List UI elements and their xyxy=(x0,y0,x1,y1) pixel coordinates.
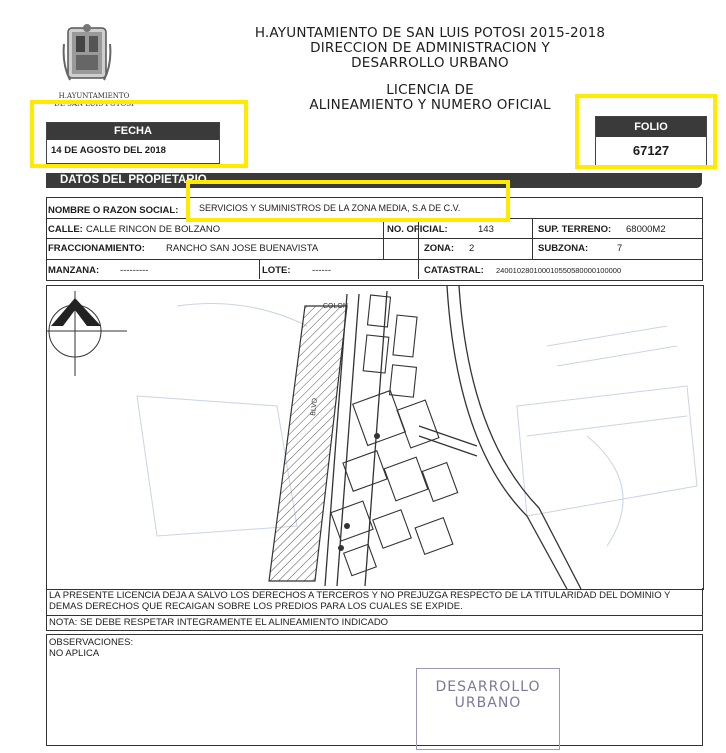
observaciones-value: NO APLICA xyxy=(49,648,100,659)
nombre-highlight xyxy=(186,180,510,222)
subzona-label: SUBZONA: xyxy=(538,243,589,254)
no-oficial-label: NO. OFICIAL: xyxy=(387,224,448,235)
lote-value: ------ xyxy=(312,265,331,276)
header-line2: DIRECCION DE ADMINISTRACION Y xyxy=(310,40,550,56)
fecha-value: 14 DE AGOSTO DEL 2018 xyxy=(51,145,166,156)
street-label-blvd: BLVD xyxy=(310,397,319,417)
fecha-highlight xyxy=(30,100,248,168)
catastral-value: 240010280100010550580000100000 xyxy=(496,266,622,275)
document-title-line1: LICENCIA DE xyxy=(386,82,474,98)
header-line1: H.AYUNTAMIENTO DE SAN LUIS POTOSI 2015-2018 xyxy=(254,25,606,41)
folio-label: FOLIO xyxy=(596,117,706,137)
nombre-label: NOMBRE O RAZON SOCIAL: xyxy=(48,205,179,216)
header-line3: DESARROLLO URBANO xyxy=(351,55,509,71)
location-map xyxy=(46,285,704,590)
zona-label: ZONA: xyxy=(424,243,455,254)
catastral-label: CATASTRAL: xyxy=(424,265,484,276)
fecha-label: FECHA xyxy=(47,123,219,140)
header-institution xyxy=(220,26,640,71)
logo-caption-line1: H.AYUNTAMIENTO xyxy=(58,92,130,100)
stamp-line1: DESARROLLO xyxy=(435,679,541,695)
fraccionamiento-value: RANCHO SAN JOSE BUENAVISTA xyxy=(166,243,319,254)
zona-value: 2 xyxy=(469,243,475,254)
desarrollo-urbano-stamp xyxy=(416,668,560,750)
logo-caption-line2: DE SAN LUIS POTOSI xyxy=(54,100,134,108)
no-oficial-value: 143 xyxy=(478,224,494,235)
street-label-colon: COLON xyxy=(323,303,348,310)
nombre-value: SERVICIOS Y SUMINISTROS DE LA ZONA MEDIA, S.A DE C.V. xyxy=(199,203,461,213)
observaciones-label: OBSERVACIONES: xyxy=(49,637,134,648)
calle-value: CALLE RINCON DE BOLZANO xyxy=(86,224,221,235)
lote-label: LOTE: xyxy=(262,265,291,276)
north-arrow-icon xyxy=(47,291,127,376)
document-title-line2: ALINEAMIENTO Y NUMERO OFICIAL xyxy=(309,97,551,113)
manzana-value: --------- xyxy=(120,265,149,276)
folio-value: 67127 xyxy=(632,143,670,158)
legal-nota: NOTA: SE DEBE RESPETAR INTEGRAMENTE EL ALINEAMIENTO INDICADO xyxy=(49,617,389,628)
observaciones-box xyxy=(46,634,703,746)
municipal-seal-logo xyxy=(62,24,112,88)
subzona-value: 7 xyxy=(617,243,623,254)
legal-block xyxy=(46,588,703,631)
folio-highlight xyxy=(575,94,717,169)
sup-terreno-label: SUP. TERRENO: xyxy=(538,224,612,235)
legal-text: LA PRESENTE LICENCIA DEJA A SALVO LOS DERECHOS A TERCEROS Y NO PREJUZGA RESPECTO DE LA TITULARIDAD DEL DOMINIO Y DEMAS DERECHOS QUE RECAIGAN SOBRE LOS PREDIOS PARA LOS CUALES SE EXPIDE. xyxy=(49,590,671,612)
fraccionamiento-label: FRACCIONAMIENTO: xyxy=(48,243,145,254)
manzana-label: MANZANA: xyxy=(48,265,100,276)
sup-terreno-value: 68000M2 xyxy=(626,224,666,235)
datos-propietario-title: DATOS DEL PROPIETARIO xyxy=(60,174,207,186)
calle-label: CALLE: xyxy=(48,224,83,235)
stamp-line2: URBANO xyxy=(454,695,522,711)
